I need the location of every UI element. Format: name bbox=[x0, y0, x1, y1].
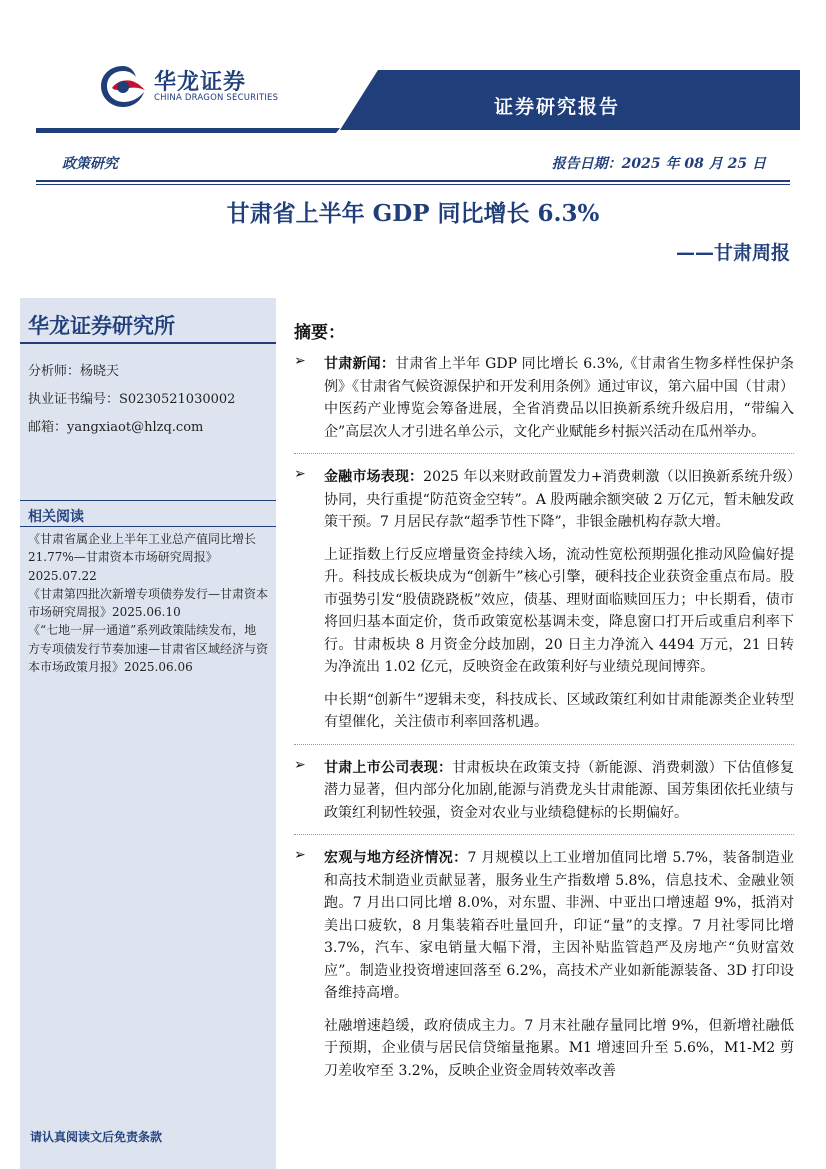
header-divider-thin bbox=[36, 184, 790, 185]
related-heading: 相关阅读 bbox=[28, 509, 84, 525]
related-item[interactable]: 《甘肃省属企业上半年工业总产值同比增长 21.77%—甘肃资本市场研究周报》2025.07.22 bbox=[28, 532, 257, 583]
item-text: 7 月规模以上工业增加值同比增 5.7%，装备制造业和高技术制造业贡献显著，服务业生产指数增 5.8%，信息技术、金融业领跑。7 月出口同比增 8.0%，对东盟、非洲、中亚出口增速超 9%，抵消对美出口疲软，8 月集装箱吞吐量回升，印证“量”的支撑。7 月社零同比增 3.7%，汽车、家电销量大幅下滑，主因补贴监管趋严及房地产“负财富效应”。制造业投资增速回落至 6.2%，高技术产业如新能源装备、3D 打印设备维持高增。 bbox=[324, 850, 795, 1001]
arrow-bullet-icon: ➢ bbox=[294, 847, 306, 863]
sidebar-divider bbox=[20, 500, 276, 501]
arrow-bullet-icon: ➢ bbox=[294, 756, 306, 773]
analyst-name: 分析师：杨晓天 bbox=[28, 364, 120, 379]
abstract-item-listed-companies bbox=[294, 757, 794, 825]
related-item[interactable]: 《甘肃第四批次新增专项债券发行—甘肃资本市场研究周报》2025.06.10 bbox=[28, 586, 269, 620]
page-title: 甘肃省上半年 GDP 同比增长 6.3% bbox=[226, 200, 600, 227]
item-divider bbox=[294, 834, 794, 835]
abstract-item-macro-economy bbox=[294, 847, 794, 1005]
arrow-bullet-icon: ➢ bbox=[294, 353, 306, 369]
item-paragraph: 社融增速趋缓，政府债成主力。7 月末社融存量同比增 9%，但新增社融低于预期，企业债与居民信贷缩量拖累。M1 增速回升至 5.6%，M1-M2 剪刀差收窄至 3.2%，反映企业资金周转效率改善 bbox=[324, 1017, 794, 1079]
disclaimer-note: 请认真阅读文后免责条款 bbox=[30, 1130, 163, 1144]
item-label: 甘肃新闻： bbox=[324, 356, 396, 372]
arrow-bullet-icon: ➢ bbox=[294, 466, 306, 482]
abstract-item-financial-market bbox=[294, 466, 794, 534]
report-date: 报告日期：2025 年 08 月 25 日 bbox=[551, 156, 766, 172]
abstract-heading: 摘要： bbox=[294, 323, 345, 343]
header-divider bbox=[36, 180, 790, 182]
analyst-email: 邮箱：yangxiaot@hlzq.com bbox=[28, 420, 204, 435]
item-paragraph: 上证指数上行反应增量资金持续入场，流动性宽松预期强化推动风险偏好提升。科技成长板块成为“创新牛”核心引擎，硬科技企业获资金重点布局。股市强势引发“股债跷跷板”效应，债基、理财面临赎回压力；中长期看，债市将回归基本面定价，货币政策宽松基调未变，降息窗口打开后或重启利率下行。甘肃板块 8 月资金分歧加剧，20 日主力净流入 4494 万元，21 日转为净流出 1.02 亿元，反映资金在政策利好与业绩兑现间博弈。 bbox=[324, 546, 794, 675]
sidebar-divider bbox=[20, 526, 276, 527]
dragon-logo-icon bbox=[98, 62, 148, 110]
abstract-section bbox=[294, 318, 794, 1092]
page-subtitle: ——甘肃周报 bbox=[675, 242, 790, 264]
report-type-label: 证券研究报告 bbox=[494, 96, 621, 118]
item-text: 甘肃省上半年 GDP 同比增长 6.3%,《甘肃省生物多样性保护条例》《甘肃省气候资源保护和开发利用条例》通过审议，第六届中国（甘肃）中医药产业博览会筹备进展，全省消费品以旧换新系统升级启用，“带编入企”高层次人才引进名单公示，文化产业赋能乡村振兴活动在瓜州举办。 bbox=[324, 356, 794, 440]
abstract-item-gansu-news bbox=[294, 353, 794, 443]
item-label: 金融市场表现： bbox=[324, 469, 424, 485]
related-item[interactable]: 《“七地一屏一通道”系列政策陆续发布，地方专项债发行节奏加速—甘肃省区域经济与资本市场政策月报》2025.06.06 bbox=[28, 623, 269, 675]
logo-text-cn: 华龙证券 bbox=[154, 70, 247, 95]
item-text: 甘肃板块在政策支持（新能源、消费刺激）下估值修复潜力显著，但内部分化加剧,能源与消费龙头甘肃能源、国芳集团依托业绩与政策红利韧性较强，资金对农业与业绩稳健标的长期偏好。 bbox=[324, 759, 794, 821]
sidebar bbox=[20, 298, 276, 1169]
cert-number: 执业证书编号：S0230521030002 bbox=[28, 392, 236, 407]
item-text: 2025 年以来财政前置发力+消费刺激（以旧换新系统升级）协同，央行重提“防范资金空转”。A 股两融余额突破 2 万亿元，暂未触发政策干预。7 月居民存款“超季节性下降”，非银金融机构存款大增。 bbox=[324, 469, 794, 530]
item-label: 宏观与地方经济情况： bbox=[324, 850, 468, 866]
logo-text-en: CHINA DRAGON SECURITIES bbox=[154, 93, 279, 103]
item-divider bbox=[294, 744, 794, 745]
item-label: 甘肃上市公司表现： bbox=[324, 759, 453, 776]
sidebar-divider bbox=[20, 342, 276, 344]
item-paragraph: 中长期“创新牛”逻辑未变，科技成长、区域政策红利如甘肃能源类企业转型有望催化，关注债市利率回落机遇。 bbox=[324, 691, 794, 730]
company-logo bbox=[98, 62, 279, 112]
related-reading-list bbox=[28, 530, 268, 676]
item-divider bbox=[294, 453, 794, 454]
sidebar-org: 华龙证券研究所 bbox=[28, 314, 175, 338]
report-category: 政策研究 bbox=[62, 156, 118, 172]
